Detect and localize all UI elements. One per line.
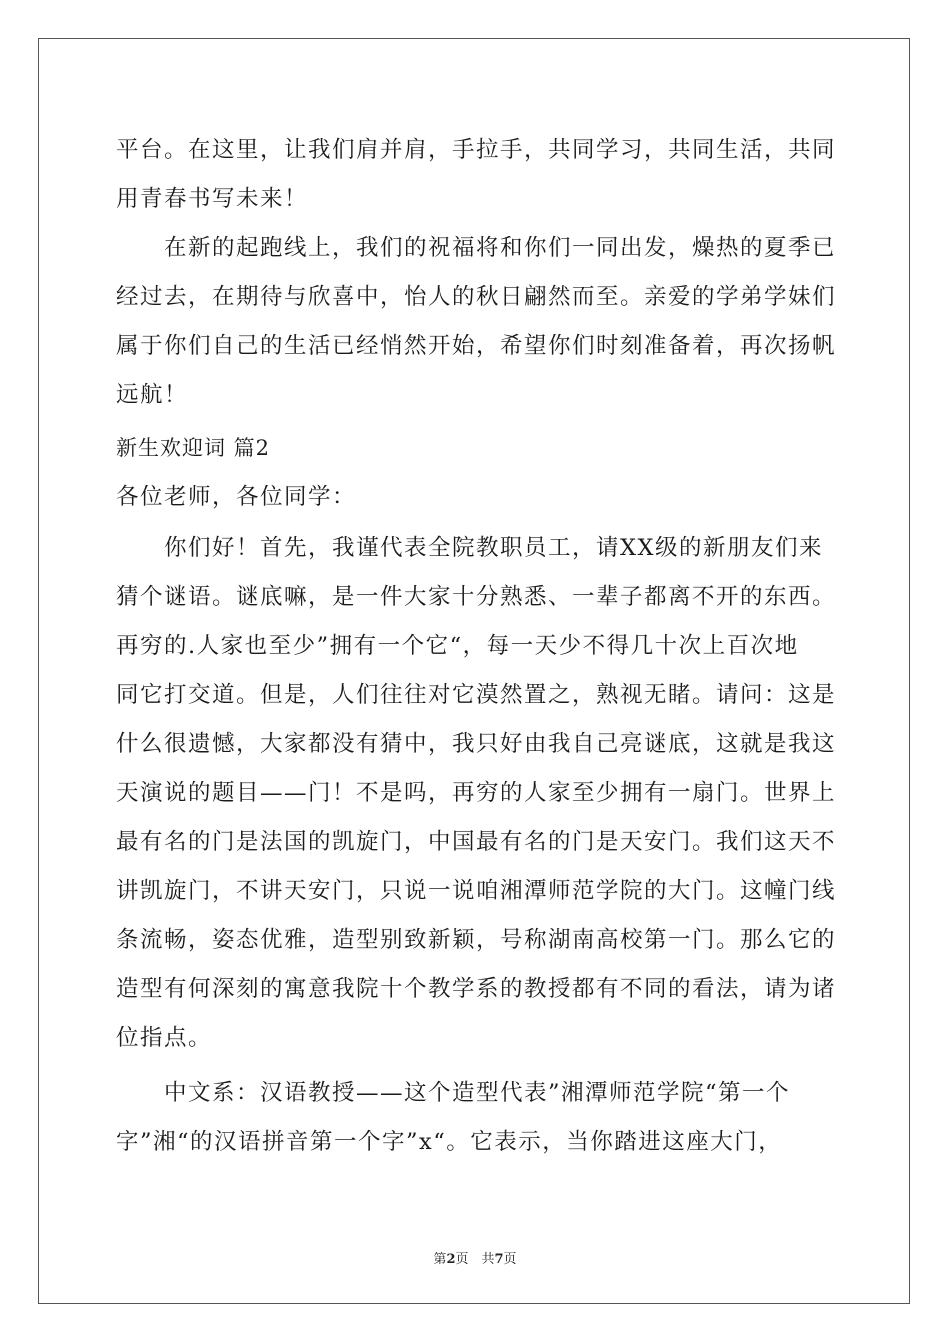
- paragraph-line: 位指点。: [116, 1025, 213, 1051]
- paragraph-line: 平台。在这里，让我们肩并肩，手拉手，共同学习，共同生活，共同: [116, 137, 837, 163]
- paragraph-line: 中文系：汉语教授——这个造型代表”湘潭师范学院“第一个: [164, 1080, 791, 1106]
- paragraph-line: 远航！: [116, 382, 189, 408]
- page-footer: [0, 1248, 950, 1267]
- footer-mid: 页 共: [455, 1252, 495, 1267]
- salutation: 各位老师，各位同学：: [116, 484, 357, 510]
- total-page-count: 7: [494, 1252, 504, 1267]
- paragraph-line: 同它打交道。但是，人们往往对它漠然置之，熟视无睹。请问：这是: [116, 682, 837, 708]
- paragraph-line: 你们好！首先，我谨代表全院教职员工，请XX级的新朋友们来: [164, 535, 824, 561]
- paragraph-line: 猜个谜语。谜底嘛，是一件大家十分熟悉、一辈子都离不开的东西。: [116, 584, 837, 610]
- paragraph-line: 什么很遗憾，大家都没有猜中，我只好由我自己亮谜底，这就是我这: [116, 731, 837, 757]
- page-border: [38, 38, 910, 1304]
- paragraph-line: 字”湘“的汉语拼音第一个字”x“。它表示，当你踏进这座大门，: [116, 1129, 783, 1155]
- paragraph-line: 讲凯旋门，不讲天安门，只说一说咱湘潭师范学院的大门。这幢门线: [116, 878, 837, 904]
- paragraph-line: 造型有何深刻的寓意我院十个教学系的教授都有不同的看法，请为诸: [116, 976, 837, 1002]
- footer-suffix: 页: [503, 1252, 517, 1267]
- paragraph-line: 经过去，在期待与欣喜中，怡人的秋日翩然而至。亲爱的学弟学妹们: [116, 284, 837, 310]
- paragraph-line: 再穷的.人家也至少”拥有一个它“，每一天少不得几十次上百次地: [116, 633, 799, 659]
- paragraph-line: 条流畅，姿态优雅，造型别致新颖，号称湖南高校第一门。那么它的: [116, 927, 837, 953]
- current-page-number: 2: [446, 1252, 456, 1267]
- paragraph-line: 在新的起跑线上，我们的祝福将和你们一同出发，燥热的夏季已: [164, 235, 837, 261]
- paragraph-line: 天演说的题目——门！不是吗，再穷的人家至少拥有一扇门。世界上: [116, 780, 837, 806]
- section-heading: 新生欢迎词 篇2: [116, 436, 271, 460]
- paragraph-line: 用青春书写未来！: [116, 186, 309, 212]
- paragraph-line: 属于你们自己的生活已经悄然开始，希望你们时刻准备着，再次扬帆: [116, 333, 837, 359]
- footer-prefix: 第: [433, 1252, 447, 1267]
- paragraph-line: 最有名的门是法国的凯旋门，中国最有名的门是天安门。我们这天不: [116, 829, 837, 855]
